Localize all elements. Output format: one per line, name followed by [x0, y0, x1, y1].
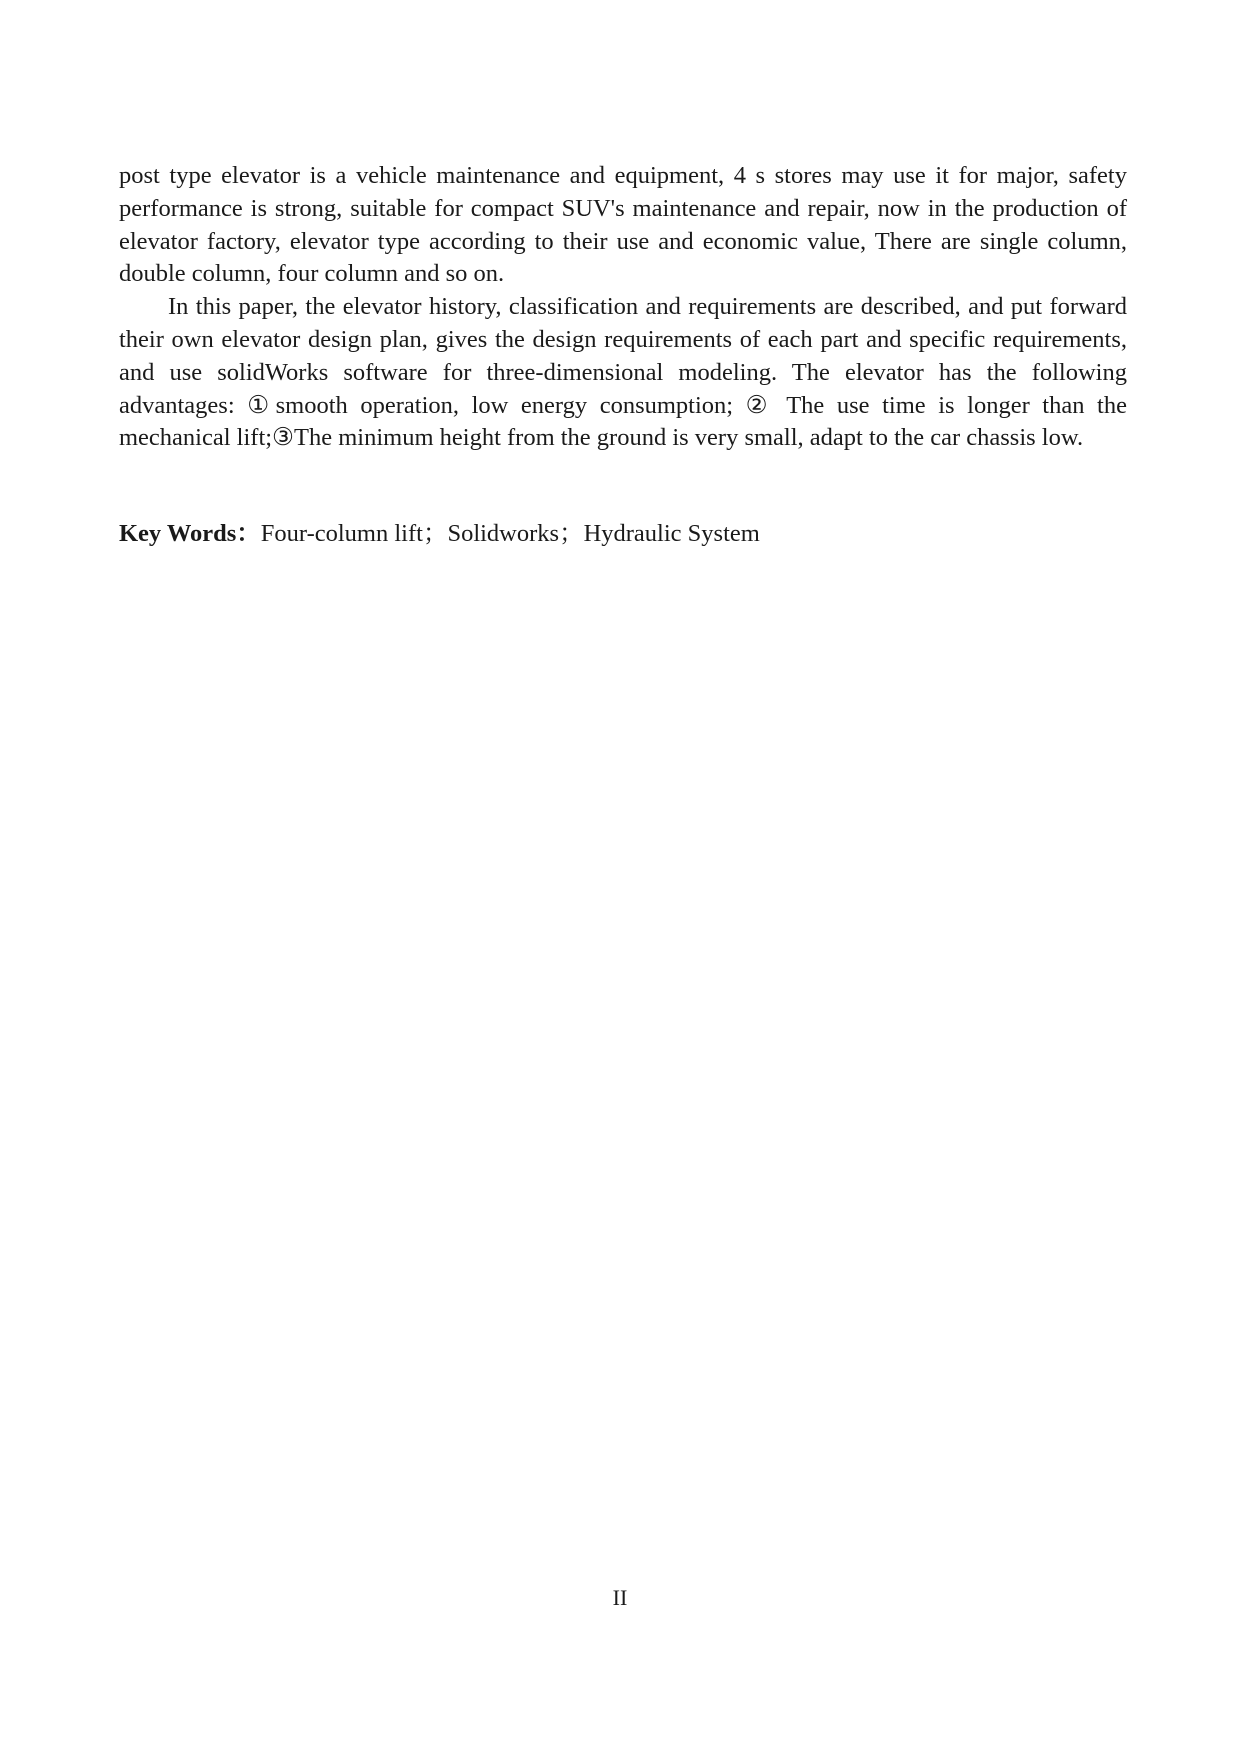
- keywords-line: [119, 518, 1127, 551]
- abstract-body: [119, 160, 1127, 455]
- abstract-paragraph-continued: post type elevator is a vehicle maintenance and equipment, 4 s stores may use it for major, safety performance is strong, suitable for compact SUV's maintenance and repair, now in the production of elevator factory, elevator type according to their use and economic value, There are single column, double column, four column and so on.: [119, 162, 1127, 288]
- keywords-label: Key Words：: [119, 520, 261, 547]
- page-number: II: [612, 1585, 628, 1610]
- keywords-text: Four-column lift；Solidworks；Hydraulic System: [260, 520, 760, 547]
- abstract-paragraph: In this paper, the elevator history, classification and requirements are described, and put forward their own elevator design plan, gives the design requirements of each part and specific requirements, and use solidWorks software for three-dimensional modeling. The elevator has the following advantages: ①smooth operation, low energy consumption; ② The use time is longer than the mechanical lift;③The minimum height from the ground is very small, adapt to the car chassis low.: [119, 293, 1127, 452]
